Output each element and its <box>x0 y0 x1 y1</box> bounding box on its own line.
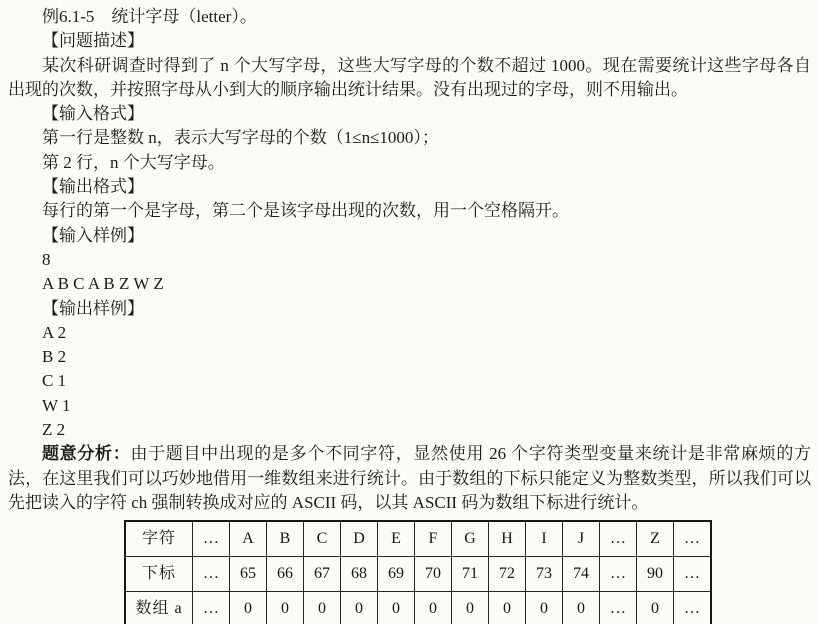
table-cell: 0 <box>563 592 600 624</box>
table-cell: 0 <box>415 592 452 624</box>
table-cell: … <box>674 521 712 557</box>
analysis-paragraph <box>8 442 811 515</box>
table-cell: 0 <box>378 592 415 624</box>
table-cell: A <box>230 521 267 557</box>
analysis-label: 题意分析： <box>42 444 131 464</box>
table-cell: 0 <box>230 592 267 624</box>
table-cell: 0 <box>341 592 378 624</box>
input-sample-header: 【输入样例】 <box>42 225 144 245</box>
table-cell: 67 <box>304 557 341 592</box>
table-cell: F <box>415 521 452 557</box>
table-cell: J <box>563 521 600 557</box>
table-cell: 90 <box>637 557 674 592</box>
output-sample-line: C 1 <box>42 371 67 391</box>
table-cell: 74 <box>563 557 600 592</box>
table-row <box>125 521 711 557</box>
table-cell: B <box>267 521 304 557</box>
table-cell: … <box>674 557 712 592</box>
output-format-text: 每行的第一个是字母，第二个是该字母出现的次数，用一个空格隔开。 <box>42 201 569 221</box>
table-cell: D <box>341 521 378 557</box>
table-row <box>125 557 711 592</box>
input-sample-lines <box>8 248 811 297</box>
table-cell: 71 <box>452 557 489 592</box>
input-sample-line: A B C A B Z W Z <box>42 274 164 294</box>
table-cell: … <box>193 521 230 557</box>
table-cell: 0 <box>452 592 489 624</box>
table-cell: 0 <box>489 592 526 624</box>
table-cell: G <box>452 521 489 557</box>
example-heading: 例6.1-5 统计字母（letter）。 <box>42 7 257 26</box>
table-cell: 66 <box>267 557 304 592</box>
table-row-label: 数组 a <box>125 592 193 624</box>
table-cell: 0 <box>267 592 304 624</box>
input-format-line-1: 第一行是整数 n，表示大写字母的个数（1≤n≤1000）； <box>42 128 439 148</box>
input-format-line-2: 第 2 行，n 个大写字母。 <box>42 152 225 172</box>
table-cell: 69 <box>378 557 415 592</box>
analysis-text: 由于题目中出现的是多个不同字符，显然使用 26 个字符类型变量来统计是非常麻烦的方法，在这里我们可以巧妙地借用一维数组来进行统计。由于数组的下标只能定义为整数类型，所以我们可以先把读入的字符 ch 强制转换成对应的 ASCII 码，以其 ASCII 码为数组下标进行统计。 <box>8 444 812 512</box>
table-cell: 70 <box>415 557 452 592</box>
output-sample-lines <box>8 321 811 442</box>
output-sample-line: Z 2 <box>42 420 66 440</box>
table-cell: Z <box>637 521 674 557</box>
table-cell: H <box>489 521 526 557</box>
table-cell: 73 <box>526 557 563 592</box>
table-row <box>125 592 711 624</box>
table-cell: … <box>193 557 230 592</box>
table-cell: 65 <box>230 557 267 592</box>
table-cell: C <box>304 521 341 557</box>
ascii-mapping-table <box>124 520 712 624</box>
table-cell: … <box>674 592 712 624</box>
output-sample-line: A 2 <box>42 322 67 342</box>
input-sample-line: 8 <box>42 249 51 269</box>
output-sample-line: B 2 <box>42 347 67 367</box>
table-cell: 0 <box>526 592 563 624</box>
problem-description-text: 某次科研调查时得到了 n 个大写字母，这些大写字母的个数不超过 1000。现在需要统计这些字母各自出现的次数，并按照字母从小到大的顺序输出统计结果。没有出现过的字母，则不用输出。 <box>8 55 811 99</box>
output-sample-header: 【输出样例】 <box>42 298 144 318</box>
output-sample-line: W 1 <box>42 395 71 415</box>
table-cell: … <box>193 592 230 624</box>
table-cell: 72 <box>489 557 526 592</box>
table-cell: 0 <box>637 592 674 624</box>
table-row-label: 下标 <box>125 557 193 592</box>
ascii-table-body <box>125 521 711 624</box>
table-cell: E <box>378 521 415 557</box>
table-cell: … <box>600 521 637 557</box>
table-cell: … <box>600 592 637 624</box>
table-cell: 0 <box>304 592 341 624</box>
table-row-label: 字符 <box>125 521 193 557</box>
table-cell: 68 <box>341 557 378 592</box>
table-cell: I <box>526 521 563 557</box>
problem-description-header: 【问题描述】 <box>42 31 144 51</box>
table-cell: … <box>600 557 637 592</box>
output-format-header: 【输出格式】 <box>42 177 144 197</box>
input-format-header: 【输入格式】 <box>42 104 144 124</box>
